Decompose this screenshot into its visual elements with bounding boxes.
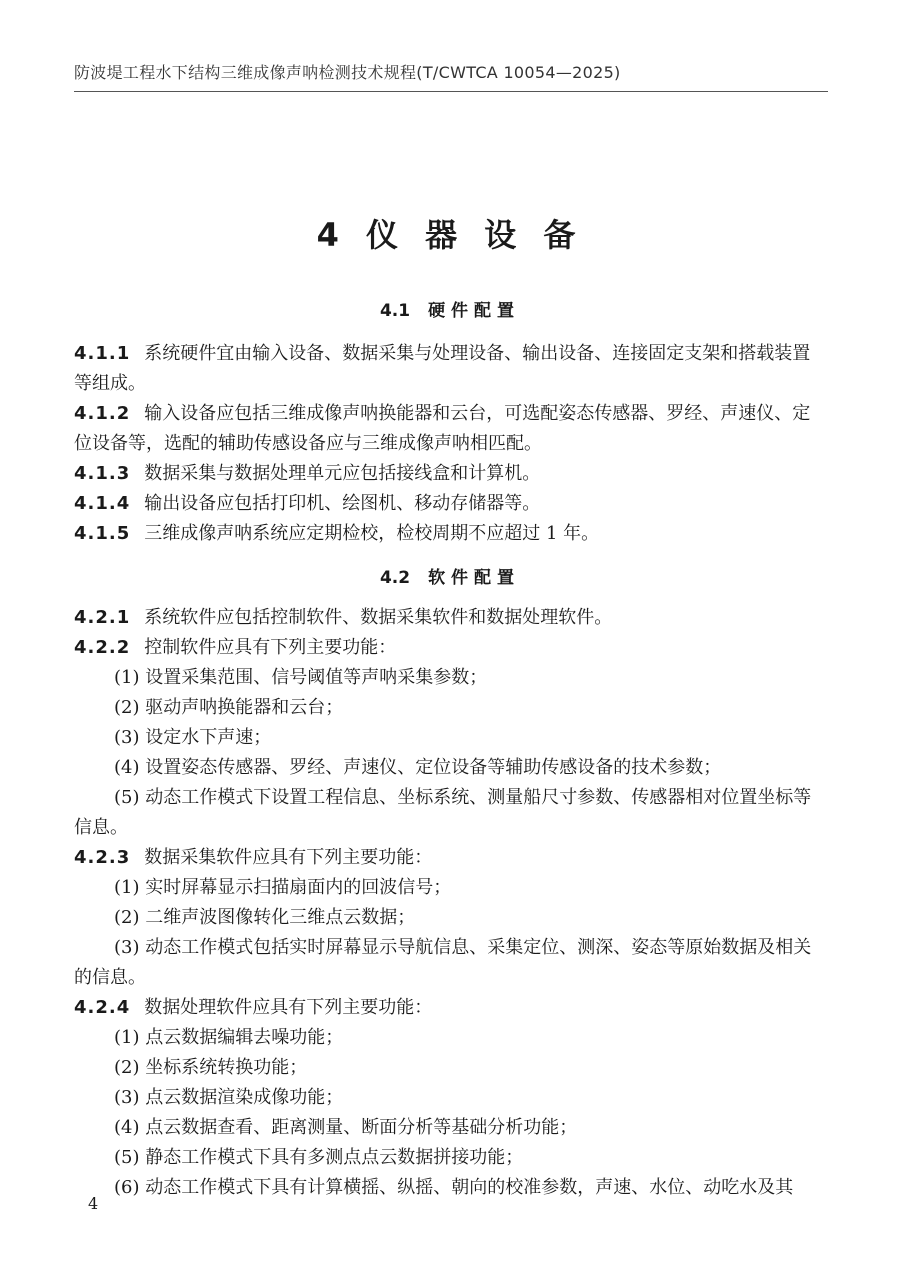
list-item: (5) 动态工作模式下设置工程信息、坐标系统、测量船尺寸参数、传感器相对位置坐标等信息。 (74, 787, 812, 838)
list-item: (4) 点云数据查看、距离测量、断面分析等基础分析功能； (114, 1117, 578, 1138)
clause-number: 4.1.4 (74, 493, 131, 514)
list-item: (5) 静态工作模式下具有多测点点云数据拼接功能； (114, 1147, 524, 1168)
list-item: (1) 实时屏幕显示扫描扇面内的回波信号； (114, 877, 452, 898)
clause-number: 4.2.1 (74, 607, 131, 628)
section-title-4-2 (0, 563, 900, 588)
clause-text: 数据处理软件应具有下列主要功能： (144, 997, 433, 1018)
running-header: 防波堤工程水下结构三维成像声呐检测技术规程(T/CWTCA 10054—2025) (74, 60, 828, 92)
clause-4-2-2 (74, 633, 828, 663)
clause-number: 4.1.5 (74, 523, 131, 544)
section-label: 硬件配置 (428, 301, 521, 321)
clause-4-1-2 (74, 399, 828, 459)
list-item: (6) 动态工作模式下具有计算横摇、纵摇、朝向的校准参数，声速、水位、动吃水及其 (114, 1177, 794, 1198)
list-item: (4) 设置姿态传感器、罗经、声速仪、定位设备等辅助传感设备的技术参数； (114, 757, 722, 778)
clause-text: 系统软件应包括控制软件、数据采集软件和数据处理软件。 (144, 607, 613, 628)
clause-text: 输出设备应包括打印机、绘图机、移动存储器等。 (144, 493, 541, 514)
list-item: (2) 坐标系统转换功能； (114, 1057, 308, 1078)
clause-4-2-1 (74, 603, 828, 633)
clause-number: 4.1.1 (74, 343, 131, 364)
list-item: (1) 设置采集范围、信号阈值等声呐采集参数； (114, 667, 488, 688)
clause-text: 系统硬件宜由输入设备、数据采集与处理设备、输出设备、连接固定支架和搭载装置等组成。 (74, 343, 811, 394)
clause-4-2-4 (74, 993, 828, 1023)
clause-number: 4.1.3 (74, 463, 131, 484)
section-label: 软件配置 (428, 568, 521, 588)
clause-text: 数据采集软件应具有下列主要功能： (144, 847, 433, 868)
clause-4-1-3 (74, 459, 828, 489)
list-item: (3) 动态工作模式包括实时屏幕显示导航信息、采集定位、测深、姿态等原始数据及相关的信息。 (74, 937, 812, 988)
list-item: (3) 点云数据渲染成像功能； (114, 1087, 344, 1108)
clause-4-2-3 (74, 843, 828, 873)
clause-4-1-5 (74, 519, 828, 549)
list-item: (2) 二维声波图像转化三维点云数据； (114, 907, 416, 928)
clause-number: 4.2.2 (74, 637, 131, 658)
list-item: (3) 设定水下声速； (114, 727, 272, 748)
clause-text: 控制软件应具有下列主要功能： (144, 637, 397, 658)
list-item: (1) 点云数据编辑去噪功能； (114, 1027, 344, 1048)
chapter-title: 4 仪 器 设 备 (316, 216, 584, 254)
clause-text: 输入设备应包括三维成像声呐换能器和云台，可选配姿态传感器、罗经、声速仪、定位设备等，选配的辅助传感设备应与三维成像声呐相匹配。 (74, 403, 811, 454)
clause-4-1-4 (74, 489, 828, 519)
section-number: 4.1 (379, 301, 411, 321)
clause-number: 4.2.4 (74, 997, 131, 1018)
clause-4-1-1 (74, 339, 828, 399)
list-item: (2) 驱动声呐换能器和云台； (114, 697, 344, 718)
clause-text: 三维成像声呐系统应定期检校，检校周期不应超过 1 年。 (144, 523, 600, 544)
section-number: 4.2 (379, 568, 411, 588)
page-number: 4 (88, 1194, 99, 1213)
section-title-4-1 (0, 296, 900, 321)
clause-number: 4.2.3 (74, 847, 131, 868)
clause-text: 数据采集与数据处理单元应包括接线盒和计算机。 (144, 463, 541, 484)
clause-number: 4.1.2 (74, 403, 131, 424)
